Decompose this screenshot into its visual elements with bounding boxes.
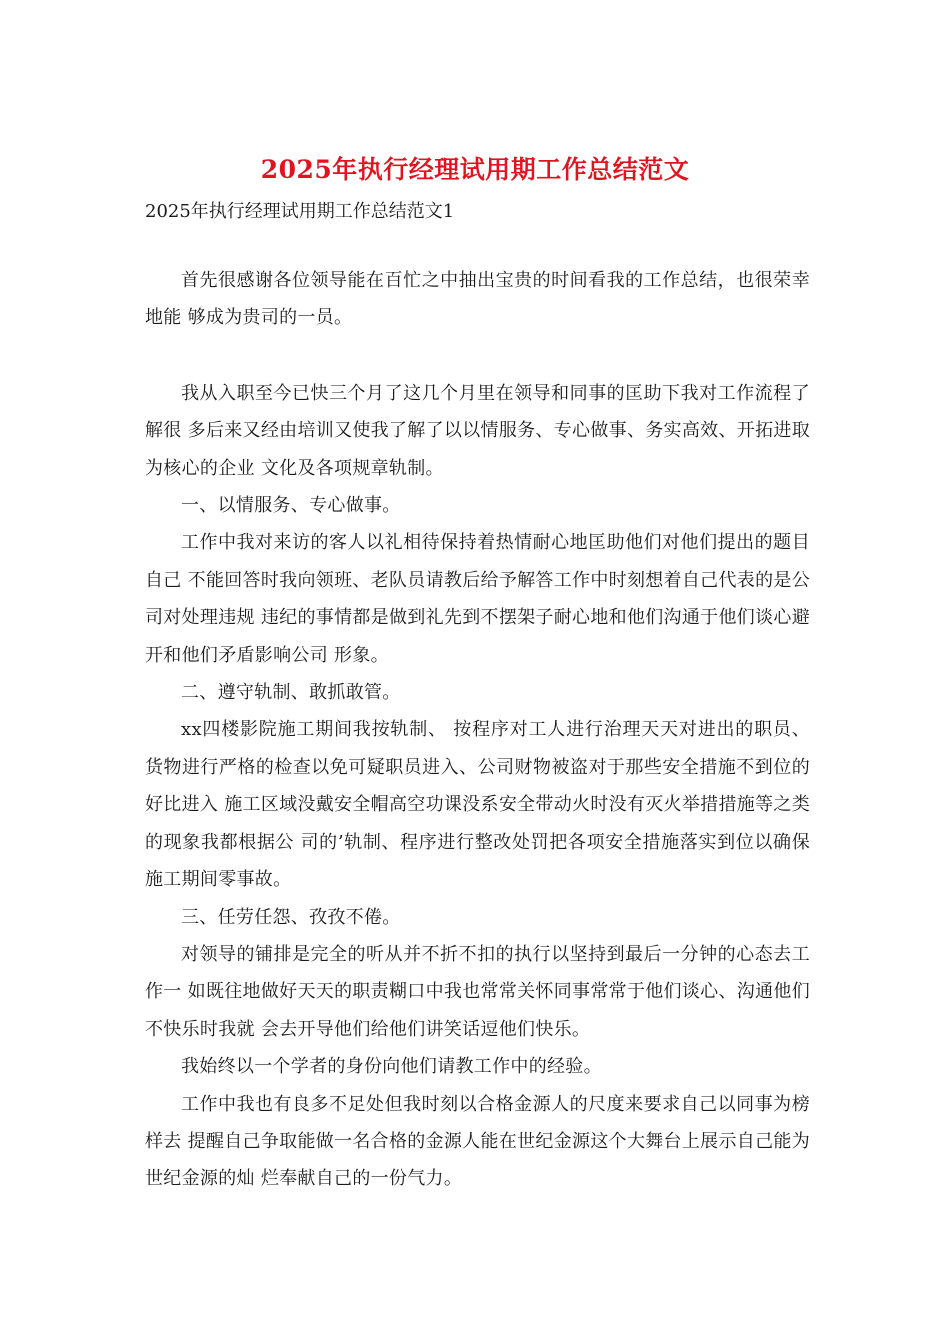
section-heading-3: 三、任劳任怨、孜孜不倦。: [181, 906, 401, 928]
paragraph-section-2: xx四楼影院施工期间我按轨制、 按程序对工人进行治理天天对进出的职员、货物进行严格的检查以免可疑职员进入、公司财物被盗对于那些安全措施不到位的好比进入 施工区域没戴安全帽高空功课没系安全带动火时没有灭火举措措施等之类的现象我都根据公 司的’轨制、程序进行整改处罚把各项安全措施落实到位以确保施工期间零事故。: [145, 719, 810, 891]
paragraph-background: 我从入职至今已快三个月了这几个月里在领导和同事的匡助下我对工作流程了解很 多后来又经由培训又使我了解了以以情服务、专心做事、务实高效、开拓进取为核心的企业 文化及各项规章轨制。: [145, 382, 810, 479]
section-heading-1: 一、以情服务、专心做事。: [181, 495, 401, 517]
document-title: 2025年执行经理试用期工作总结范文: [260, 155, 690, 184]
paragraph-section-3: 对领导的铺排是完全的听从并不折不扣的执行以坚持到最后一分钟的心态去工作一 如既往地做好天天的职责糊口中我也常常关怀同事常常于他们谈心、沟通他们不快乐时我就 会去开导他们给他们讲笑话逗他们快乐。: [145, 943, 810, 1040]
document-subtitle: 2025年执行经理试用期工作总结范文1: [145, 201, 455, 222]
section-heading-2: 二、遵守轨制、敢抓敢管。: [181, 682, 401, 704]
paragraph-intro: 首先很感谢各位领导能在百忙之中抽出宝贵的时间看我的工作总结，也很荣幸地能 够成为贵司的一员。: [145, 270, 810, 329]
paragraph-section-1: 工作中我对来访的客人以礼相待保持着热情耐心地匡助他们对他们提出的题目自己 不能回答时我向领班、老队员请教后给予解答工作中时刻想着自己代表的是公司对处理违规 违纪的事情都是做到礼先到不摆架子耐心地和他们沟通于他们谈心避开和他们矛盾影响公司 形象。: [145, 532, 810, 666]
document-body: [145, 262, 810, 1198]
paragraph-learning: 我始终以一个学者的身份向他们请教工作中的经验。: [181, 1056, 602, 1078]
paragraph-conclusion: 工作中我也有良多不足处但我时刻以合格金源人的尺度来要求自己以同事为榜样去 提醒自己争取能做一名合格的金源人能在世纪金源这个大舞台上展示自己能为世纪金源的灿 烂奉献自己的一份气力。: [145, 1093, 810, 1190]
paragraph-gap: [145, 337, 810, 375]
